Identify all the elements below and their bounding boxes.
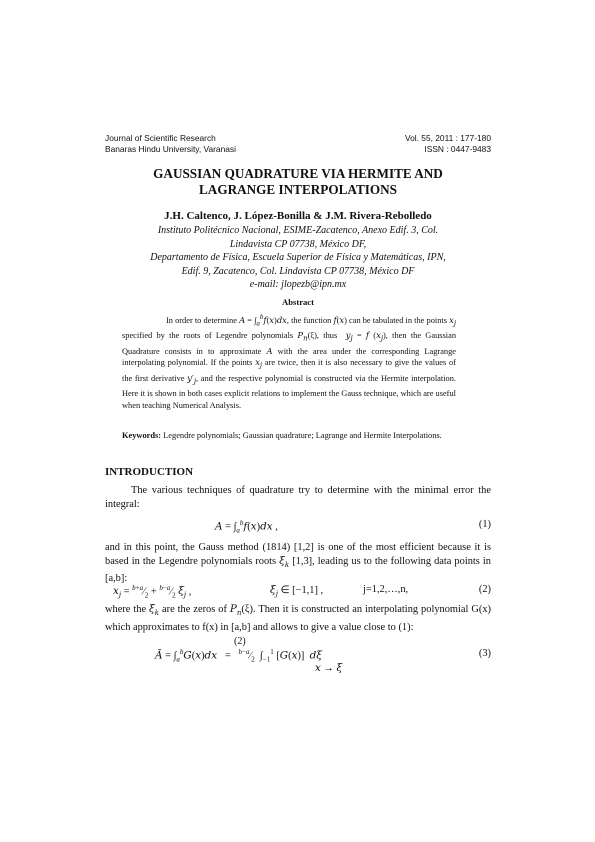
abstract-text: , and the respective polynomial is constructed via the Hermite interpolation. Here it is shown in both cases explicit relations to implement the Gauss technique, which are useful when teaching Numerical Analysis. xyxy=(122,373,456,410)
keywords-text: Legendre polynomials; Gaussian quadrature; Lagrange and Hermite Interpolations. xyxy=(163,431,442,440)
paragraph-text: where the xyxy=(105,604,147,615)
issn: ISSN : 0447-9483 xyxy=(424,144,491,154)
abstract-body: In order to determine $A = \int_a^bf(x)dx$, the function f(x) can be tabulated in the points $x_j$ specified by the roots of Legendre polynomials $P_n(\xi)$, thus $y_j = f$ $(x_j)$, then the Gaussian Quadrature consists in to approximate A with the area under the corresponding Lagrange interpolating polynomial. If the points $x_j$ are twice, then it is also necessary to give the values of the first derivative $y'_j$, and the respective polynomial is constructed via the Hermite interpolation. Here it is shown in both cases explicit relations to implement the Gauss technique, which are useful when teaching Numerical Analysis. xyxy=(122,313,457,410)
paragraph-text: are the zeros of xyxy=(162,604,227,615)
paper-title xyxy=(105,166,491,198)
equation-overset: (2) xyxy=(234,636,246,647)
affiliation-line-4: Edif. 9, Zacatenco, Col. Lindavista CP 07738, México DF xyxy=(181,265,415,277)
abstract-text: specified by the roots of Legendre polynomials xyxy=(122,331,294,341)
abstract-text: , then the Gaussian Quadrature consists in to approximate xyxy=(122,331,457,356)
university-name: Banaras Hindu University, Varanasi xyxy=(105,144,236,154)
abstract-heading: Abstract xyxy=(282,297,314,307)
intro-paragraph-1 xyxy=(105,484,491,511)
affiliation xyxy=(130,224,466,292)
email: e-mail: jlopezb@ipn.mx xyxy=(249,279,347,291)
equation-number: (1) xyxy=(478,519,491,530)
affiliation-line-3: Departamento de Física, Escuela Superior de Física y Matemáticas, IPN, xyxy=(150,252,446,264)
affiliation-line-1: Instituto Politécnico Nacional, ESIME-Zacatenco, Anexo Edif. 3, Col. xyxy=(157,225,439,236)
intro-paragraph-2: and in this point, the Gauss method (1814) [1,2] is one of the most efficient because it is based in the Legendre polynomials roots $\xi_k$ [1,3], leading us to the following data points in [a,b]: xyxy=(105,542,491,585)
equation-1: $A = \int_a^bf(x)dx$ , (1) xyxy=(215,519,491,535)
running-header xyxy=(105,133,491,155)
paragraph-text: and in this point, the Gauss method (1814) [1,2] is one of the most efficient because it is based in the Legendre polynomials roots xyxy=(105,542,491,567)
abstract-text: , thus xyxy=(316,331,338,341)
equation-index: j=1,2,…,n, xyxy=(363,584,409,595)
keywords-label: Keywords: xyxy=(122,431,162,440)
equation-number: (2) xyxy=(478,584,491,595)
abstract-text: with the area under the corresponding Lagrange interpolating polynomial. If the points xyxy=(122,346,457,368)
paragraph-text: The various techniques of quadrature try to determine with the minimal error the integral: xyxy=(105,485,491,510)
title-line-1: GAUSSIAN QUADRATURE VIA HERMITE AND xyxy=(153,166,443,181)
abstract-text: can be tabulated in the points xyxy=(349,315,447,325)
abstract-text: , the function xyxy=(286,315,332,325)
abstract-text: In order to determine xyxy=(166,315,237,325)
equation-2: $x_j$ = $^{b+a}⁄_2$ + $^{b-a}⁄_2$ $\xi_j$ , $\xi_j$ ∈ [−1,1] , j=1,2,…,n, (2) xyxy=(113,584,491,600)
volume-info: Vol. 55, 2011 : 177-180 xyxy=(405,133,491,143)
section-heading-introduction: INTRODUCTION xyxy=(105,466,194,478)
paragraph-text: [1,3], leading us to the following data points in [a,b]: xyxy=(105,555,491,585)
affiliation-line-2: Lindavista CP 07738, México DF, xyxy=(229,238,367,250)
equation-number: (3) xyxy=(478,648,491,659)
abstract-text: are twice, then it is also necessary to give the values of the first derivative xyxy=(122,358,457,383)
intro-paragraph-3: where the $\xi_k$ are the zeros of $P_n(\xi)$. Then it is constructed an interpolating polynomial G(x) which approximates to f(x) in [a,b] and allows to give a value close to (1): xyxy=(105,603,491,633)
keywords xyxy=(122,430,456,442)
paragraph-text: . Then it is constructed an interpolating polynomial G(x) which approximates to f(x) in [a,b] and allows to give a value close to (1): xyxy=(105,604,491,633)
authors: J.H. Caltenco, J. López-Bonilla & J.M. Rivera-Rebolledo xyxy=(164,210,432,222)
title-line-2: LAGRANGE INTERPOLATIONS xyxy=(199,182,397,197)
equation-3: (2) Ā = $\int_a^bG(x)dx$ = $^{b-a}⁄_2$ $\int_{-1}^1$ [G(x)] dξ x → ξ (3) xyxy=(155,636,491,674)
journal-name: Journal of Scientific Research xyxy=(105,133,216,143)
